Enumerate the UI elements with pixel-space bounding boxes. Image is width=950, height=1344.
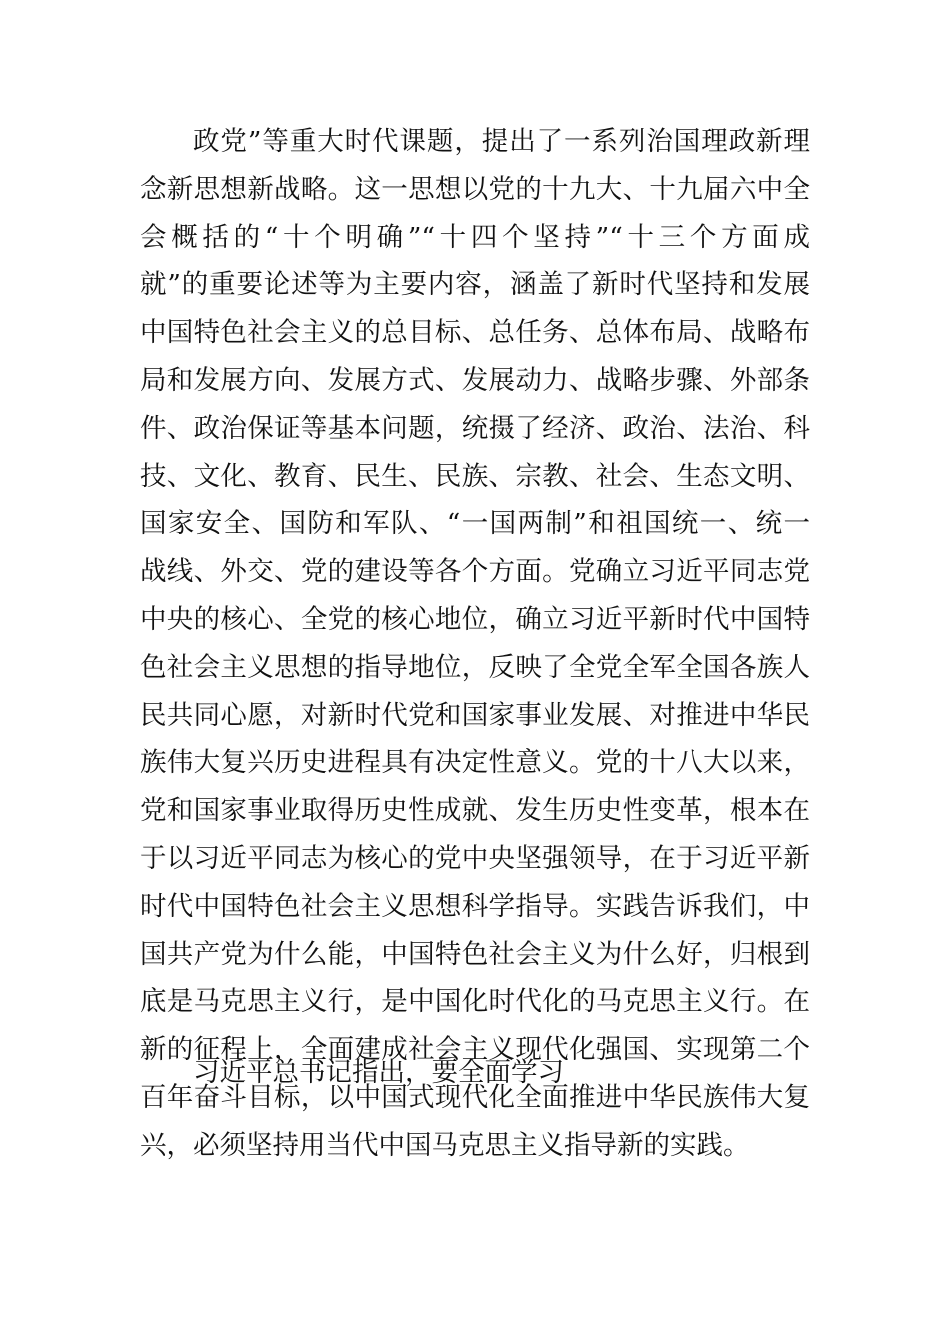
paragraph-line: 局和发展方向、发展方式、发展动力、战略步骤、外部条	[140, 364, 810, 396]
paragraph-second	[140, 1049, 810, 1097]
paragraph-line: 政党”等重大时代课题，提出了一系列治国理政新理	[193, 126, 810, 157]
paragraph-line: 技、文化、教育、民生、民族、宗教、社会、生态文明、	[140, 460, 810, 492]
paragraph-line: 件、政治保证等基本问题，统摄了经济、政治、法治、科	[140, 412, 810, 444]
paragraph-main	[140, 118, 810, 1170]
paragraph-line: 国共产党为什么能，中国特色社会主义为什么好，归根到	[140, 938, 810, 970]
paragraph-line: 习近平总书记指出，要全面学习	[193, 1057, 564, 1088]
paragraph-line: 新的征程上，全面建成社会主义现代化强国、实现第二个	[140, 1034, 810, 1066]
paragraph-line: 念新思想新战略。这一思想以党的十九大、十九届六中全	[140, 173, 810, 205]
paragraph-line: 就”的重要论述等为主要内容，涵盖了新时代坚持和发展	[140, 269, 810, 301]
paragraph-line: 底是马克思主义行，是中国化时代化的马克思主义行。在	[140, 986, 810, 1018]
paragraph-line: 于以习近平同志为核心的党中央坚强领导，在于习近平新	[140, 842, 810, 874]
paragraph-line: 战线、外交、党的建设等各个方面。党确立习近平同志党	[140, 556, 810, 588]
paragraph-line: 民共同心愿，对新时代党和国家事业发展、对推进中华民	[140, 699, 810, 731]
paragraph-line: 时代中国特色社会主义思想科学指导。实践告诉我们，中	[140, 890, 810, 922]
paragraph-line: 百年奋斗目标，以中国式现代化全面推进中华民族伟大复	[140, 1081, 810, 1113]
paragraph-line: 中央的核心、全党的核心地位，确立习近平新时代中国特	[140, 603, 810, 635]
paragraph-line: 中国特色社会主义的总目标、总任务、总体布局、战略布	[140, 317, 810, 349]
paragraph-line: 党和国家事业取得历史性成就、发生历史性变革，根本在	[140, 795, 810, 827]
paragraph-line: 国家安全、国防和军队、“一国两制”和祖国统一、统一	[140, 508, 810, 540]
paragraph-line: 会概括的“十个明确”“十四个坚持”“十三个方面成	[140, 221, 810, 253]
paragraph-line: 色社会主义思想的指导地位，反映了全党全军全国各族人	[140, 651, 810, 683]
paragraph-line: 族伟大复兴历史进程具有决定性意义。党的十八大以来，	[140, 747, 810, 779]
paragraph-line: 兴，必须坚持用当代中国马克思主义指导新的实践。	[140, 1129, 750, 1161]
